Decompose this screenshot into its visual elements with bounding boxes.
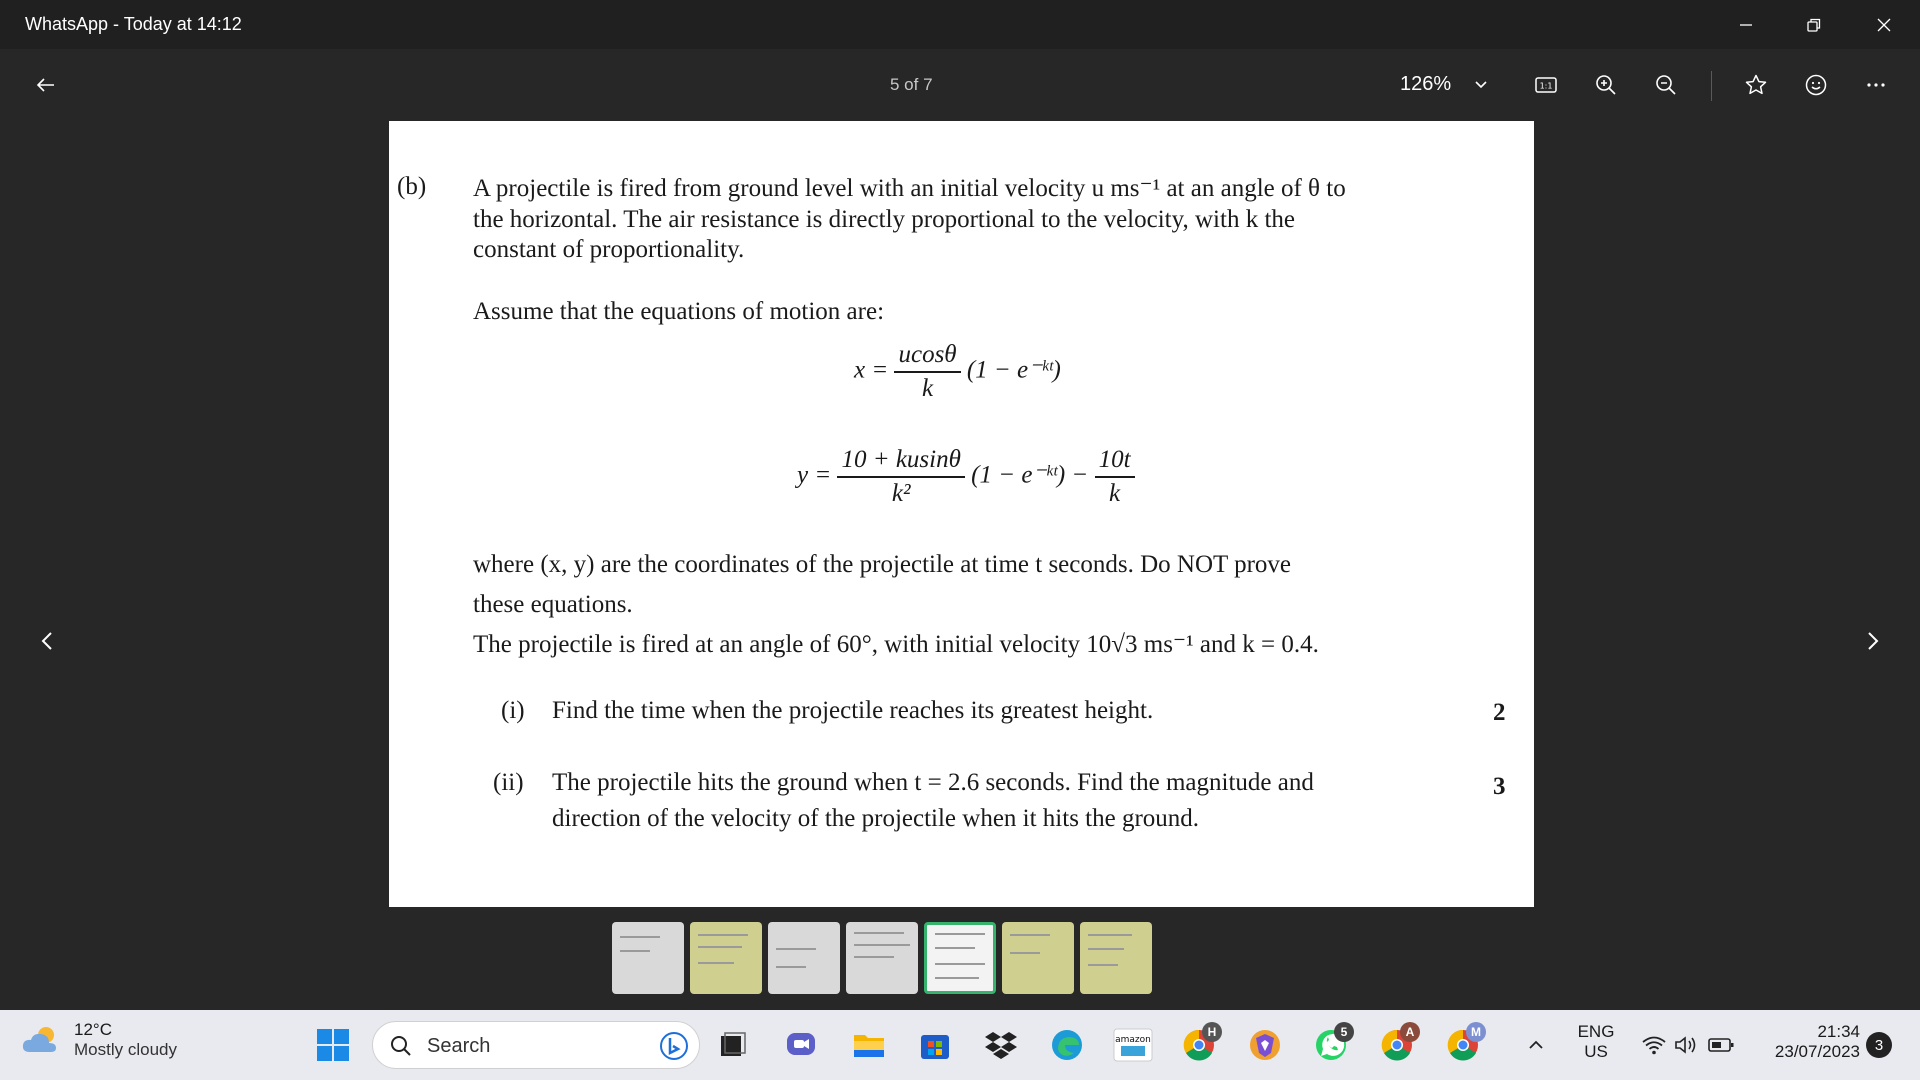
actual-size-label: 1:1 [1539, 81, 1553, 91]
fraction-denominator: k [1108, 480, 1121, 507]
search-label: Search [427, 1035, 491, 1057]
amazon-icon [1113, 1028, 1153, 1062]
taskbar-app-chrome-profile-a[interactable] [1374, 1022, 1420, 1068]
weather-widget[interactable] [20, 1020, 177, 1060]
taskbar-app-chrome-profile-m[interactable] [1440, 1022, 1486, 1068]
thumbnail[interactable] [612, 922, 684, 994]
equation-lhs: x = [854, 356, 889, 384]
taskbar-app-whatsapp[interactable] [1308, 1022, 1354, 1068]
bing-icon[interactable] [659, 1031, 689, 1061]
equation-tail: (1 − e⁻ᵏᵗ) [966, 356, 1061, 384]
show-hidden-icons-button[interactable] [1516, 1022, 1556, 1068]
taskbar-app-file-explorer[interactable] [846, 1022, 892, 1068]
amazon-label: amazon [1115, 1035, 1151, 1045]
store-icon [919, 1029, 951, 1061]
teams-chat-icon [784, 1028, 818, 1062]
chevron-left-icon [37, 630, 59, 652]
close-icon [1876, 17, 1892, 33]
wifi-icon [1641, 1034, 1667, 1056]
taskbar-app-edge[interactable] [1044, 1022, 1090, 1068]
profile-badge: A [1400, 1022, 1420, 1042]
fraction [837, 446, 964, 508]
minimize-icon [1738, 17, 1754, 33]
taskbar-search[interactable] [372, 1021, 700, 1069]
restore-icon [1806, 17, 1822, 33]
page-indicator: 5 of 7 [890, 75, 933, 94]
quick-settings-button[interactable] [1630, 1022, 1746, 1068]
react-button[interactable] [1796, 65, 1836, 105]
part-label: (b) [397, 173, 427, 200]
question-number: (i) [501, 697, 525, 724]
smiley-icon [1804, 73, 1828, 97]
toolbar-divider [1711, 71, 1712, 101]
weather-temperature: 12°C [74, 1020, 112, 1039]
back-button[interactable] [26, 65, 66, 105]
chevron-down-icon[interactable] [1470, 73, 1492, 95]
language-code: ENG [1577, 1022, 1615, 1041]
equation-x [854, 341, 1061, 403]
taskbar-app-dropbox[interactable] [978, 1022, 1024, 1068]
dropbox-icon [984, 1030, 1018, 1060]
fraction [1095, 446, 1135, 508]
zoom-level[interactable]: 126% [1400, 73, 1452, 95]
thumbnail[interactable] [690, 922, 762, 994]
thumbnail[interactable] [1002, 922, 1074, 994]
taskbar-app-chat[interactable] [778, 1022, 824, 1068]
taskbar-app-amazon[interactable] [1110, 1022, 1156, 1068]
brave-icon [1248, 1028, 1282, 1062]
close-button[interactable] [1850, 0, 1918, 49]
taskbar-app-chrome-profile-h[interactable] [1176, 1022, 1222, 1068]
fraction [894, 341, 960, 403]
search-icon [389, 1034, 413, 1058]
zoom-in-button[interactable] [1586, 65, 1626, 105]
question-text: Find the time when the projectile reaches its greatest height. [552, 697, 1154, 724]
viewer-toolbar [0, 49, 1920, 121]
equation-middle: (1 − e⁻ᵏᵗ) − [971, 461, 1089, 489]
actual-size-icon [1534, 73, 1558, 97]
paragraph-line: A projectile is fired from ground level with an initial velocity u ms⁻¹ at an angle of θ to [473, 175, 1346, 202]
notification-count-badge[interactable]: 3 [1866, 1032, 1892, 1058]
document-page [389, 121, 1534, 907]
thumbnail[interactable] [768, 922, 840, 994]
more-options-button[interactable] [1856, 65, 1896, 105]
taskbar-app-brave[interactable] [1242, 1022, 1288, 1068]
chevron-right-icon [1861, 630, 1883, 652]
paragraph-line: the horizontal. The air resistance is directly proportional to the velocity, with k the [473, 206, 1295, 233]
question-number: (ii) [493, 769, 524, 796]
fraction-numerator: 10t [1095, 446, 1135, 478]
edge-icon [1050, 1028, 1084, 1062]
fraction-numerator: 10 + kusinθ [837, 446, 964, 478]
keyboard-region: US [1584, 1042, 1608, 1061]
clock[interactable] [1756, 1022, 1860, 1062]
previous-image-button[interactable] [28, 621, 68, 661]
profile-badge: H [1202, 1022, 1222, 1042]
taskbar-app-store[interactable] [912, 1022, 958, 1068]
favorite-button[interactable] [1736, 65, 1776, 105]
volume-icon [1673, 1034, 1701, 1056]
thumbnail-strip [612, 922, 1152, 994]
title-bar [0, 0, 1920, 49]
window-title: WhatsApp - Today at 14:12 [25, 14, 242, 34]
windows-icon [316, 1028, 350, 1062]
chevron-up-icon [1527, 1036, 1545, 1054]
equation-y [797, 446, 1135, 508]
thumbnail-current[interactable] [924, 922, 996, 994]
paragraph-line: The projectile is fired at an angle of 60°, with initial velocity 10√3 ms⁻¹ and k = 0.4. [473, 631, 1319, 658]
paragraph-line: where (x, y) are the coordinates of the projectile at time t seconds. Do NOT prove [473, 551, 1292, 578]
zoom-out-icon [1654, 73, 1678, 97]
question-text: The projectile hits the ground when t = 2.6 seconds. Find the magnitude and [552, 769, 1314, 796]
thumbnail[interactable] [846, 922, 918, 994]
weather-condition: Mostly cloudy [74, 1040, 177, 1059]
fraction-denominator: k [921, 375, 934, 402]
fraction-denominator: k² [891, 480, 911, 507]
start-button[interactable] [310, 1022, 356, 1068]
zoom-out-button[interactable] [1646, 65, 1686, 105]
arrow-left-icon [34, 73, 58, 97]
cloud-sun-icon [20, 1022, 62, 1058]
task-view-button[interactable] [710, 1022, 756, 1068]
zoom-in-icon [1594, 73, 1618, 97]
more-icon [1864, 73, 1888, 97]
actual-size-button[interactable] [1526, 65, 1566, 105]
thumbnail[interactable] [1080, 922, 1152, 994]
notification-badge: 5 [1334, 1022, 1354, 1042]
folder-icon [852, 1030, 886, 1060]
paragraph-line: constant of proportionality. [473, 236, 745, 263]
restore-button[interactable] [1780, 0, 1848, 49]
clock-date: 23/07/2023 [1774, 1042, 1860, 1061]
next-image-button[interactable] [1852, 621, 1892, 661]
task-view-icon [718, 1030, 748, 1060]
star-icon [1744, 73, 1768, 97]
fraction-numerator: ucosθ [894, 341, 960, 373]
question-marks: 3 [1493, 773, 1506, 800]
language-indicator[interactable] [1568, 1022, 1624, 1062]
battery-icon [1707, 1036, 1735, 1054]
equation-lhs: y = [797, 461, 832, 489]
minimize-button[interactable] [1712, 0, 1780, 49]
question-text: direction of the velocity of the projectile when it hits the ground. [552, 805, 1200, 832]
clock-time: 21:34 [1817, 1022, 1860, 1041]
taskbar [0, 1010, 1920, 1080]
profile-badge: M [1466, 1022, 1486, 1042]
assume-text: Assume that the equations of motion are: [473, 298, 885, 325]
question-marks: 2 [1493, 699, 1506, 726]
paragraph-line: these equations. [473, 591, 633, 618]
